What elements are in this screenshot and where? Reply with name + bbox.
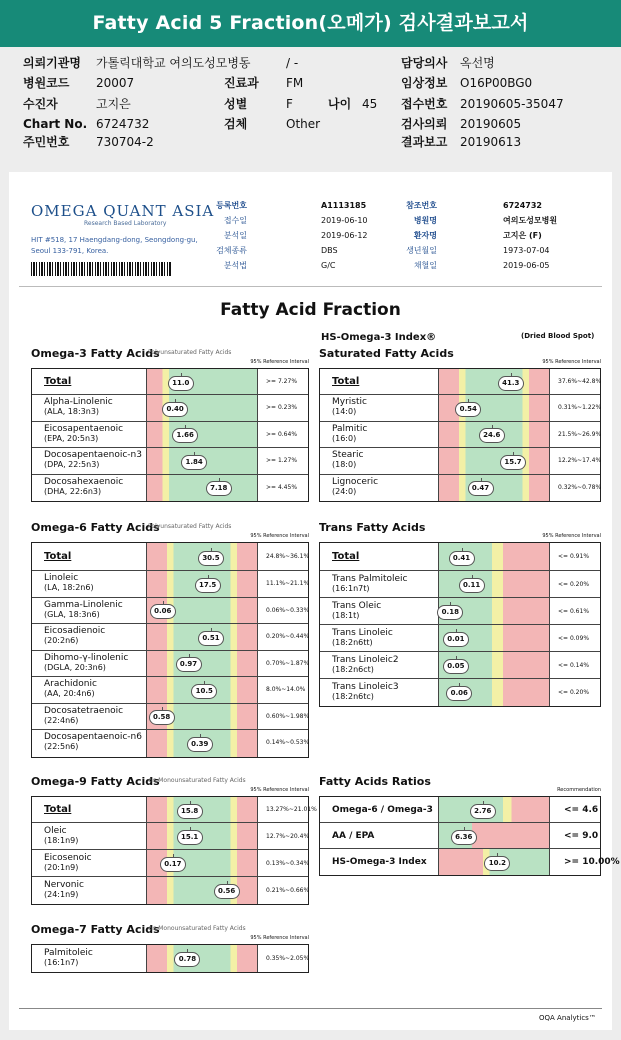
meta-value: A1113185 — [321, 201, 367, 210]
reference-interval: 0.14%~0.53% — [266, 739, 310, 747]
table-row — [32, 704, 308, 731]
value-marker: 0.01 — [443, 632, 469, 647]
reference-interval: 11.1%~21.1% — [266, 580, 310, 588]
fatty-acid-code: (24:0) — [332, 486, 357, 496]
footer-divider — [19, 1008, 602, 1009]
fatty-acid-code: (14:0) — [332, 407, 357, 417]
fatty-acid-label: Trans Linoleic2 — [332, 654, 399, 665]
fatty-acid-name — [44, 626, 105, 646]
lab-address-line2: Seoul 133-791, Korea. — [31, 247, 109, 255]
reference-interval: 13.27%~21.01% — [266, 806, 317, 813]
patient-info-label: 진료과 — [224, 76, 259, 90]
fatty-acid-name — [332, 574, 407, 594]
reference-header: 95% Reference Interval — [250, 787, 309, 793]
meta-value: 고지은 (F) — [503, 231, 542, 240]
patient-info-label: 검체 — [224, 117, 248, 131]
fatty-acid-label: Eicosenoic — [44, 852, 92, 863]
fatty-acid-code: (22:5n6) — [44, 742, 79, 752]
reference-bar — [438, 369, 550, 394]
fatty-acid-label: Palmitoleic — [44, 947, 93, 958]
fatty-acid-code: (20:1n9) — [44, 862, 79, 872]
fatty-acid-name — [332, 805, 433, 815]
reference-bar — [438, 571, 550, 597]
sample-type: (Dried Blood Spot) — [521, 332, 595, 340]
fatty-acid-name — [332, 477, 378, 497]
meta-value: 2019-06-12 — [321, 231, 368, 240]
fatty-acid-name — [44, 653, 128, 673]
fatty-acid-name — [44, 450, 142, 470]
patient-info-label: Chart No. — [23, 117, 88, 131]
patient-info-label: 접수번호 — [401, 97, 448, 111]
patient-info-row — [23, 96, 213, 114]
table-row — [32, 730, 308, 757]
fatty-acid-code: (18:1n9) — [44, 835, 79, 845]
section-title-omega9: Omega-9 Fatty Acids — [31, 775, 160, 788]
patient-info-row — [224, 55, 414, 73]
lab-address-line1: HIT #518, 17 Haengdang-dong, Seongdong-gu, — [31, 236, 198, 244]
reference-interval: <= 0.14% — [558, 661, 590, 669]
fatty-acid-code: (24:1n9) — [44, 889, 79, 899]
fatty-acid-label: Stearic — [332, 450, 364, 461]
fatty-acid-name — [332, 857, 427, 867]
fatty-acid-name — [332, 601, 381, 621]
patient-info-label: 성별 — [224, 97, 248, 111]
section-subtitle-omega6: Polyunsaturated Fatty Acids — [148, 523, 232, 530]
patient-info-value: 20190613 — [460, 135, 522, 149]
value-marker: 0.97 — [176, 657, 202, 672]
footer-brand: OQA Analytics™ — [539, 1014, 596, 1022]
fatty-acid-code: (22:4n6) — [44, 715, 79, 725]
value-marker: 0.06 — [150, 604, 176, 619]
patient-info-value: 6724732 — [96, 117, 150, 131]
fatty-acid-code: (GLA, 18:3n6) — [44, 609, 100, 619]
fatty-acid-label: Nervonic — [44, 879, 84, 890]
reference-interval: >= 0.64% — [266, 430, 298, 438]
table-row — [320, 797, 600, 823]
reference-interval: >= 7.27% — [266, 378, 298, 385]
value-marker: 41.3 — [498, 376, 524, 391]
fatty-acid-name — [332, 628, 393, 648]
reference-interval: 8.0%~14.0% — [266, 686, 306, 694]
value-marker: 1.66 — [172, 428, 198, 443]
value-marker: 15.8 — [177, 804, 203, 819]
fatty-acid-name — [44, 732, 142, 752]
fatty-acid-label: HS-Omega-3 Index — [332, 857, 427, 867]
patient-info-label: 병원코드 — [23, 76, 70, 90]
value-marker: 0.17 — [160, 857, 186, 872]
value-marker: 2.76 — [470, 804, 496, 819]
lab-address — [31, 235, 198, 257]
fatty-acid-name — [44, 600, 123, 620]
reference-header: 95% Reference Interval — [250, 935, 309, 941]
fatty-acid-name — [44, 424, 123, 444]
fatty-acid-label: AA / EPA — [332, 831, 375, 841]
value-marker: 15.7 — [500, 455, 526, 470]
fatty-acid-code: (16:1n7) — [44, 957, 79, 967]
fatty-acid-name — [332, 450, 363, 470]
value-marker: 0.18 — [437, 605, 463, 620]
reference-bar — [146, 945, 258, 972]
reference-bar — [146, 369, 258, 394]
section-title-trans: Trans Fatty Acids — [319, 521, 426, 534]
fatty-acid-name — [44, 679, 97, 699]
section-subtitle-omega9: cis-Monounsaturated Fatty Acids — [148, 777, 246, 784]
section-title-omega3: Omega-3 Fatty Acids — [31, 347, 160, 360]
patient-info-label: 검사의뢰 — [401, 117, 448, 131]
table-row — [320, 543, 600, 571]
fatty-acid-label: Docosatetraenoic — [44, 705, 124, 716]
patient-info-value: / - — [286, 56, 299, 70]
fatty-acid-name — [44, 397, 113, 417]
fatty-acid-code: (18:2n6ct) — [332, 664, 374, 674]
table-row — [32, 651, 308, 678]
fatty-acid-name — [44, 826, 78, 846]
value-marker: 0.05 — [443, 659, 469, 674]
patient-info-value: O16P00BG0 — [460, 76, 533, 90]
table-row — [32, 877, 308, 904]
patient-info-value: 45 — [362, 97, 378, 111]
patient-info-row — [401, 75, 591, 93]
fatty-acid-table-omega7 — [31, 944, 309, 973]
value-marker: 0.51 — [198, 631, 224, 646]
value-marker: 6.36 — [451, 830, 477, 845]
patient-info-label: 임상정보 — [401, 76, 448, 90]
patient-info-row — [224, 96, 414, 114]
table-row — [320, 598, 600, 625]
value-marker: 0.39 — [187, 737, 213, 752]
reference-bar — [146, 475, 258, 502]
fatty-acid-label: Lignoceric — [332, 476, 379, 487]
fatty-acid-name — [44, 573, 94, 593]
meta-value: G/C — [321, 261, 336, 270]
fatty-acid-label: Arachidonic — [44, 679, 97, 690]
fatty-acid-label: Omega-6 / Omega-3 — [332, 805, 433, 815]
fatty-acid-label: Docosapentaenoic-n6 — [44, 732, 142, 743]
table-row — [320, 571, 600, 598]
reference-bar — [146, 877, 258, 904]
meta-label: 등록번호 — [216, 201, 247, 210]
table-row — [320, 369, 600, 395]
lab-tagline: Research Based Laboratory — [84, 220, 167, 227]
divider — [19, 286, 602, 287]
reference-bar — [146, 422, 258, 448]
reference-header: 95% Reference Interval — [542, 359, 601, 365]
fatty-acid-name — [44, 477, 123, 497]
fatty-acid-label: Total — [44, 551, 72, 562]
reference-interval: 0.13%~0.34% — [266, 859, 310, 867]
meta-label: 환자명 — [413, 231, 437, 240]
patient-info-value: 가톨릭대학교 여의도성모병동 — [96, 56, 251, 70]
fatty-acid-label: Eicosadienoic — [44, 626, 106, 637]
table-row — [320, 395, 600, 422]
fatty-acid-label: Docosahexaenoic — [44, 476, 124, 487]
fatty-acid-name — [44, 805, 71, 815]
section-title-saturated: Saturated Fatty Acids — [319, 347, 454, 360]
table-row — [320, 448, 600, 475]
fatty-acid-label: Myristic — [332, 397, 367, 408]
value-marker: 24.6 — [479, 428, 505, 443]
reference-header: 95% Reference Interval — [542, 533, 601, 539]
fatty-acid-label: Total — [44, 804, 72, 815]
patient-info-value: 20007 — [96, 76, 135, 90]
table-row — [32, 571, 308, 598]
table-row — [32, 677, 308, 704]
fatty-acid-code: (DPA, 22:5n3) — [44, 460, 100, 470]
reference-interval: 21.5%~26.9% — [558, 430, 602, 438]
reference-interval: 24.8%~36.1% — [266, 553, 310, 560]
report-title: Fatty Acid Fraction — [220, 300, 401, 320]
fatty-acid-name — [332, 552, 359, 562]
fatty-acid-table-ratios — [319, 796, 620, 876]
reference-interval: >= 4.45% — [266, 483, 298, 491]
reference-bar — [146, 651, 258, 677]
section-title-omega7: Omega-7 Fatty Acids — [31, 923, 160, 936]
fatty-acid-name — [44, 880, 84, 900]
fatty-acid-label: Trans Linoleic — [332, 627, 393, 638]
patient-info-value: FM — [286, 76, 304, 90]
table-row — [32, 850, 308, 877]
table-row — [320, 823, 600, 849]
table-row — [320, 475, 600, 502]
fatty-acid-code: (EPA, 20:5n3) — [44, 433, 99, 443]
fatty-acid-name — [44, 377, 71, 387]
section-title-omega6: Omega-6 Fatty Acids — [31, 521, 160, 534]
fatty-acid-label: Trans Palmitoleic — [332, 573, 408, 584]
patient-info-row — [401, 134, 591, 152]
meta-label: 채혈일 — [413, 261, 437, 270]
reference-interval: <= 9.0 — [564, 830, 599, 841]
value-marker: 0.58 — [149, 710, 175, 725]
value-marker: 0.40 — [162, 402, 188, 417]
fatty-acid-name — [44, 706, 123, 726]
fatty-acid-table-trans — [319, 542, 601, 707]
report-sheet — [9, 172, 620, 1030]
reference-interval: <= 0.61% — [558, 607, 590, 615]
table-row — [32, 369, 308, 395]
fatty-acid-code: (18:2n6tc) — [332, 691, 374, 701]
reference-interval: <= 0.20% — [558, 580, 590, 588]
fatty-acid-code: (AA, 20:4n6) — [44, 689, 95, 699]
reference-interval: <= 0.20% — [558, 688, 590, 696]
value-marker: 0.41 — [449, 551, 475, 566]
reference-interval: <= 0.91% — [558, 553, 590, 560]
fatty-acid-code: (ALA, 18:3n3) — [44, 407, 100, 417]
fatty-acid-code: (16:1n7t) — [332, 583, 370, 593]
value-marker: 0.56 — [214, 884, 240, 899]
meta-value: 6724732 — [503, 201, 542, 210]
fatty-acid-code: (18:1t) — [332, 610, 360, 620]
fatty-acid-label: Docosapentaenoic-n3 — [44, 450, 142, 461]
patient-info-label: 결과보고 — [401, 135, 448, 149]
reference-interval: 0.70%~1.87% — [266, 659, 310, 667]
meta-label: 검체종류 — [216, 246, 247, 255]
patient-info-row — [23, 55, 251, 73]
reference-interval: 0.20%~0.44% — [266, 633, 310, 641]
table-row — [32, 448, 308, 475]
fatty-acid-code: (16:0) — [332, 433, 357, 443]
value-marker: 30.5 — [198, 551, 224, 566]
reference-header: 95% Reference Interval — [250, 533, 309, 539]
value-marker: 10.2 — [484, 856, 510, 871]
reference-interval: >= 10.00% — [564, 856, 620, 867]
fatty-acid-table-omega3 — [31, 368, 309, 502]
reference-interval: <= 0.09% — [558, 634, 590, 642]
meta-label: 분석법 — [223, 261, 247, 270]
fatty-acid-name — [332, 655, 399, 675]
fatty-acid-code: (20:2n6) — [44, 636, 79, 646]
patient-info-row — [23, 134, 213, 152]
fatty-acid-table-saturated — [319, 368, 601, 502]
reference-interval: 0.35%~2.05% — [266, 954, 310, 962]
meta-label: 생년월일 — [406, 246, 437, 255]
fatty-acid-label: Total — [332, 376, 360, 387]
value-marker: 0.47 — [468, 481, 494, 496]
fatty-acid-label: Alpha-Linolenic — [44, 397, 113, 408]
reference-interval: 0.31%~1.22% — [558, 404, 602, 412]
patient-info-row — [224, 116, 414, 134]
section-subtitle-omega3: Polyunsaturated Fatty Acids — [148, 349, 232, 356]
lab-logo: OMEGA QUANT ASIA — [31, 202, 215, 220]
meta-value: 여의도성모병원 — [503, 216, 558, 225]
fatty-acid-name — [332, 831, 374, 841]
value-marker: 11.0 — [168, 376, 194, 391]
patient-info-value: Other — [286, 117, 321, 131]
patient-info-label: 수진자 — [23, 97, 58, 111]
reference-bar — [438, 475, 550, 502]
fatty-acid-code: (18:2n6tt) — [332, 637, 373, 647]
reference-bar — [438, 448, 550, 474]
value-marker: 0.54 — [455, 402, 481, 417]
patient-info-value: F — [286, 97, 293, 111]
patient-info-row — [224, 75, 414, 93]
value-marker: 15.1 — [177, 830, 203, 845]
patient-info-row — [23, 75, 213, 93]
fatty-acid-label: Linoleic — [44, 573, 79, 584]
table-row — [32, 598, 308, 625]
fatty-acid-name — [332, 377, 359, 387]
barcode — [31, 262, 171, 276]
section-title-ratios: Fatty Acids Ratios — [319, 775, 431, 788]
value-marker: 17.5 — [195, 578, 221, 593]
section-subtitle-omega7: cis-Monounsaturated Fatty Acids — [148, 925, 246, 932]
patient-info-label: 주민번호 — [23, 135, 70, 149]
patient-info-value: 20190605 — [460, 117, 522, 131]
table-row — [32, 395, 308, 422]
meta-label: 참조번호 — [406, 201, 437, 210]
fatty-acid-name — [332, 682, 399, 702]
reference-interval: >= 0.23% — [266, 404, 298, 412]
fatty-acid-code: (LA, 18:2n6) — [44, 583, 94, 593]
patient-info-label: 의뢰기관명 — [23, 56, 81, 70]
reference-interval: 12.2%~17.4% — [558, 457, 602, 465]
fatty-acid-label: Trans Oleic — [332, 600, 382, 611]
table-row — [32, 475, 308, 502]
fatty-acid-table-omega9 — [31, 796, 317, 905]
patient-info-row — [401, 55, 591, 73]
fatty-acid-name — [44, 948, 93, 968]
fatty-acid-name — [44, 853, 92, 873]
report-header-bar: Fatty Acid 5 Fraction(오메가) 검사결과보고서 — [0, 0, 621, 47]
table-row — [320, 849, 620, 875]
table-row — [32, 624, 308, 651]
fatty-acid-label: Trans Linoleic3 — [332, 681, 399, 692]
table-row — [320, 625, 600, 652]
fatty-acid-label: Total — [44, 376, 72, 387]
meta-value: 2019-06-05 — [503, 261, 550, 270]
patient-info-row — [23, 116, 213, 134]
patient-info-value: 730704-2 — [96, 135, 154, 149]
fatty-acid-table-omega6 — [31, 542, 309, 758]
reference-header: Recommendation — [557, 787, 601, 793]
value-marker: 10.5 — [191, 684, 217, 699]
reference-interval: 12.7%~20.4% — [266, 832, 310, 840]
fatty-acid-label: Total — [332, 551, 360, 562]
patient-info-value: 고지은 — [96, 97, 131, 111]
fatty-acid-label: Palmitic — [332, 423, 368, 434]
reference-interval: <= 4.6 — [564, 804, 599, 815]
value-marker: 0.11 — [459, 578, 485, 593]
table-row — [32, 823, 308, 850]
hs-omega3-title: HS-Omega-3 Index® — [321, 332, 437, 343]
reference-interval: 0.06%~0.33% — [266, 606, 310, 614]
meta-value: 1973-07-04 — [503, 246, 550, 255]
table-row — [32, 422, 308, 449]
fatty-acid-label: Dihomo-γ-linolenic — [44, 652, 129, 663]
table-row — [32, 543, 308, 571]
meta-value: 2019-06-10 — [321, 216, 368, 225]
fatty-acid-name — [332, 424, 367, 444]
patient-info-row — [401, 116, 591, 134]
patient-info-label: 담당의사 — [401, 56, 448, 70]
reference-interval: 0.32%~0.78% — [558, 483, 602, 491]
fatty-acid-label: Gamma-Linolenic — [44, 599, 123, 610]
reference-header: 95% Reference Interval — [250, 359, 309, 365]
patient-info-row — [401, 96, 591, 114]
meta-label: 접수일 — [223, 216, 247, 225]
value-marker: 7.18 — [206, 481, 232, 496]
table-row — [320, 679, 600, 706]
patient-info-label: 나이 — [328, 97, 352, 111]
patient-info-value: 20190605-35047 — [460, 97, 564, 111]
table-row — [320, 422, 600, 449]
fatty-acid-label: Oleic — [44, 825, 67, 836]
fatty-acid-name — [332, 397, 367, 417]
fatty-acid-label: Eicosapentaenoic — [44, 423, 124, 434]
table-row — [32, 797, 317, 823]
value-marker: 1.84 — [181, 455, 207, 470]
fatty-acid-code: (DHA, 22:6n3) — [44, 486, 102, 496]
value-marker: 0.78 — [174, 952, 200, 967]
patient-info-value: 옥선명 — [460, 56, 495, 70]
reference-interval: 37.6%~42.8% — [558, 378, 602, 385]
meta-value: DBS — [321, 246, 338, 255]
fatty-acid-name — [44, 552, 71, 562]
meta-label: 병원명 — [413, 216, 437, 225]
table-row — [320, 652, 600, 679]
reference-interval: >= 1.27% — [266, 457, 298, 465]
meta-label: 분석일 — [223, 231, 247, 240]
table-row — [32, 945, 308, 972]
reference-interval: 0.60%~1.98% — [266, 712, 310, 720]
fatty-acid-code: (DGLA, 20:3n6) — [44, 662, 106, 672]
fatty-acid-code: (18:0) — [332, 460, 357, 470]
reference-interval: 0.21%~0.66% — [266, 886, 310, 894]
value-marker: 0.06 — [446, 686, 472, 701]
